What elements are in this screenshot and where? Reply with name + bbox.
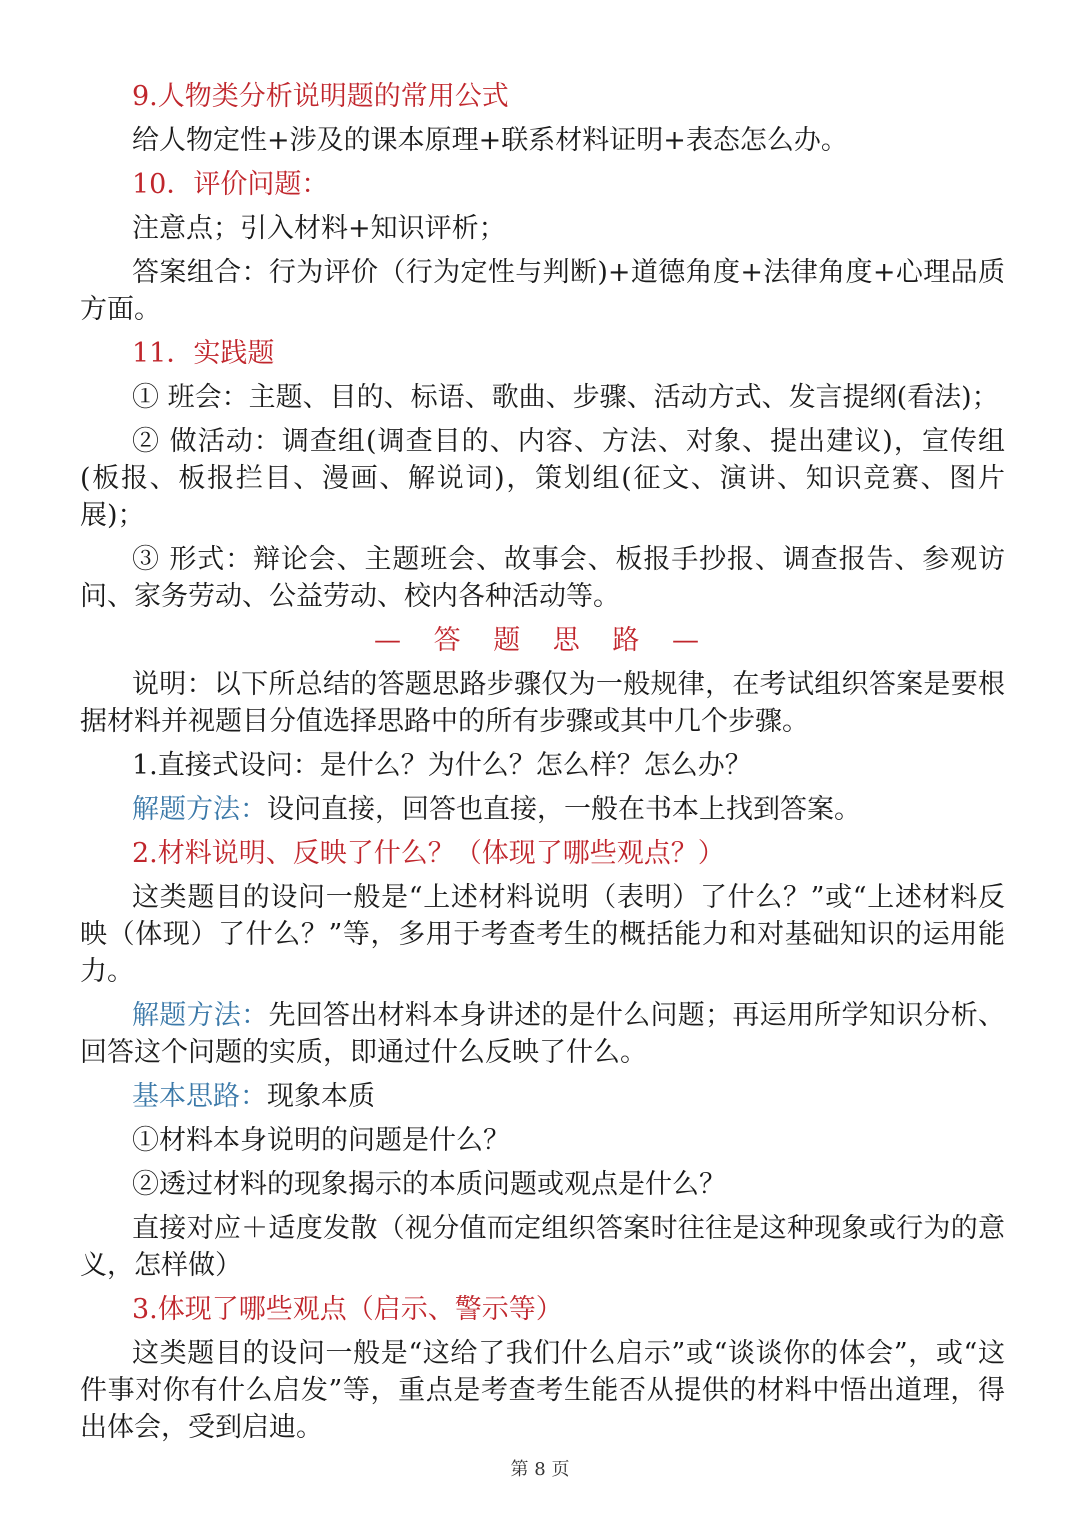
q1-heading: 1.直接式设问：是什么？为什么？怎么样？怎么办？ — [132, 750, 752, 781]
section-9-heading: 9.人物类分析说明题的常用公式 — [132, 81, 509, 112]
q3-desc: 这类题目的设问一般是“这给了我们什么启示”或“谈谈你的体会”，或“这件事对你有什么启发”等，重点是考查考生能否从提供的材料中悟出道理，得出体会，受到启迪。 — [80, 1338, 1005, 1443]
q3-heading: 3.体现了哪些观点（启示、警示等） — [132, 1294, 563, 1325]
section-10-heading: 10．评价问题： — [132, 169, 329, 200]
section-10-line1: 注意点；引入材料+知识评析； — [132, 213, 506, 244]
q2-heading: 2.材料说明、反映了什么？（体现了哪些观点？） — [132, 838, 725, 869]
q2-step2: ②透过材料的现象揭示的本质问题或观点是什么？ — [132, 1169, 726, 1200]
approach-title: — 答 题 思 路 — — [374, 625, 711, 656]
document-page — [80, 78, 1005, 1453]
section-11-item3: ③ 形式：辩论会、主题班会、故事会、板报手抄报、调查报告、参观访问、家务劳动、公益劳动、校内各种活动等。 — [80, 544, 1005, 612]
q2-method-label: 解题方法： — [132, 1000, 269, 1031]
section-11-item2: ② 做活动：调查组(调查目的、内容、方法、对象、提出建议)，宣传组(板报、板报拦目、漫画、解说词)，策划组(征文、演讲、知识竞赛、图片展)； — [80, 426, 1005, 531]
q2-idea — [80, 1078, 1005, 1115]
page-number: 第 8 页 — [510, 1459, 570, 1480]
q1-method — [80, 791, 1005, 828]
q2-step1: ①材料本身说明的问题是什么？ — [132, 1125, 510, 1156]
q1-method-text: 设问直接，回答也直接，一般在书本上找到答案。 — [267, 794, 861, 825]
section-10-line2: 答案组合：行为评价（行为定性与判断)+道德角度+法律角度+心理品质方面。 — [80, 257, 1005, 325]
q2-idea-text: 现象本质 — [267, 1081, 375, 1112]
q2-idea-label: 基本思路： — [132, 1081, 267, 1112]
section-11-heading: 11．实践题 — [132, 338, 275, 369]
q2-method — [80, 997, 1005, 1071]
q2-extra: 直接对应＋适度发散（视分值而定组织答案时往往是这种现象或行为的意义，怎样做） — [80, 1213, 1005, 1281]
q1-method-label: 解题方法： — [132, 794, 267, 825]
section-9-body: 给人物定性+涉及的课本原理+联系材料证明+表态怎么办。 — [132, 125, 848, 156]
q2-method-text: 先回答出材料本身讲述的是什么问题；再运用所学知识分析、回答这个问题的实质，即通过什么反映了什么。 — [80, 1000, 1006, 1068]
section-11-item1: ① 班会：主题、目的、标语、歌曲、步骤、活动方式、发言提纲(看法)； — [132, 382, 999, 413]
approach-intro: 说明：以下所总结的答题思路步骤仅为一般规律，在考试组织答案是要根据材料并视题目分值选择思路中的所有步骤或其中几个步骤。 — [80, 669, 1005, 737]
q2-desc: 这类题目的设问一般是“上述材料说明（表明）了什么？”或“上述材料反映（体现）了什么？”等，多用于考查考生的概括能力和对基础知识的运用能力。 — [80, 882, 1005, 987]
